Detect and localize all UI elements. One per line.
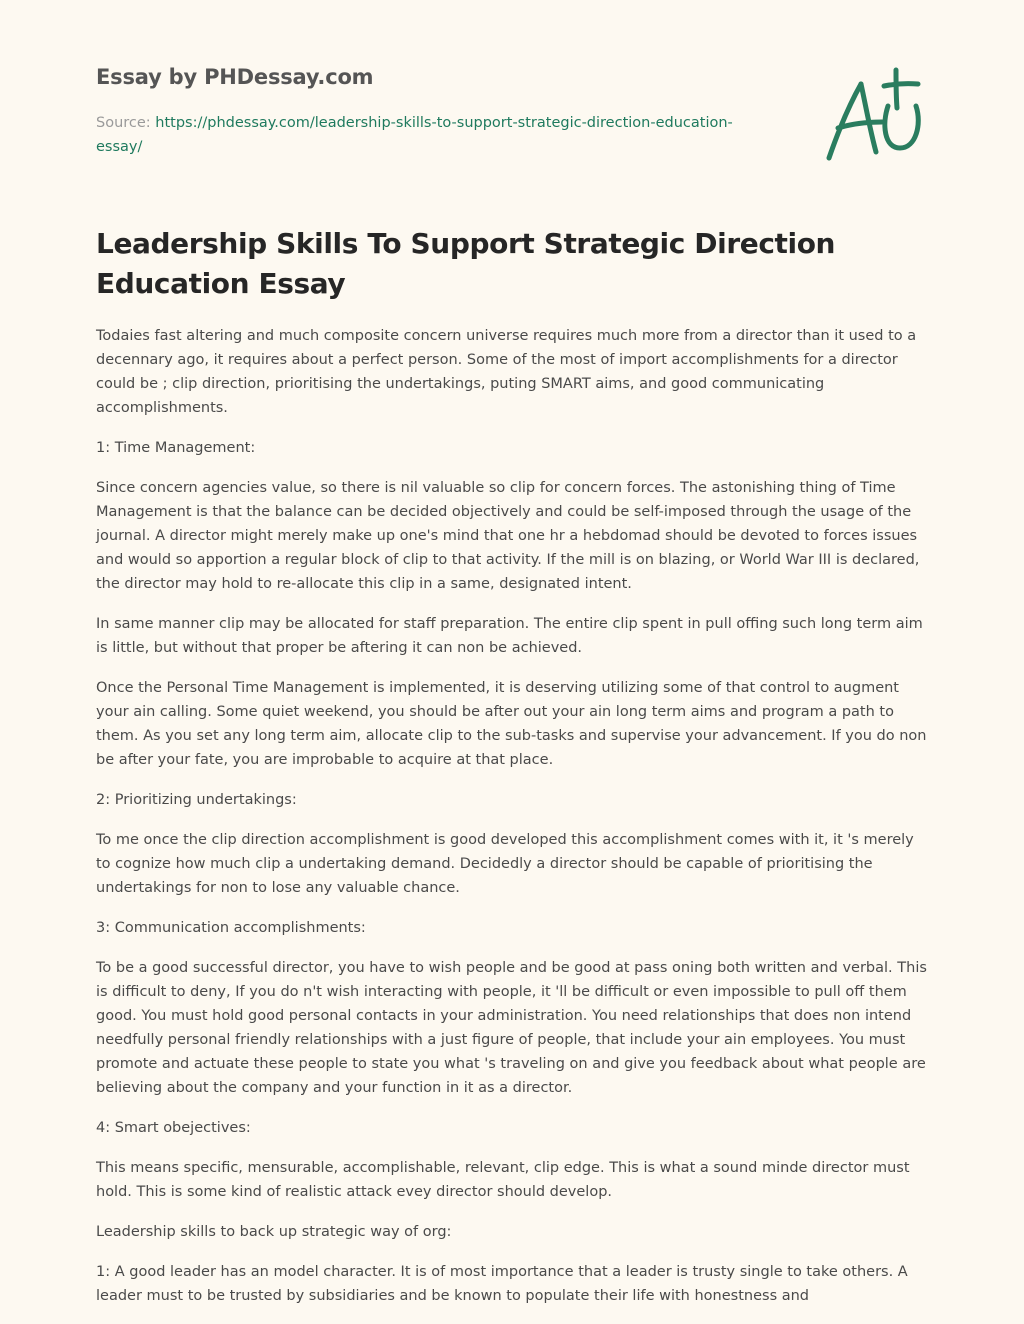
source-label: Source: xyxy=(96,115,156,131)
source-line xyxy=(96,111,776,159)
essay-paragraph: In same manner clip may be allocated for staff preparation. The entire clip spent in pull offing such long term aim is little, but without that proper be aftering it can non be achieved. xyxy=(96,616,923,656)
section-heading: 4: Smart obejectives: xyxy=(96,1120,251,1136)
section-heading: 2: Prioritizing undertakings: xyxy=(96,792,297,808)
essay-paragraph: This means specific, mensurable, accomplishable, relevant, clip edge. This is what a sound minde director must hold. This is some kind of realistic attack evey director should develop. xyxy=(96,1160,910,1200)
document-page xyxy=(96,0,928,1304)
essay-paragraph: Todaies fast altering and much composite concern universe requires much more from a director than it used to a decennary ago, it requires about a perfect person. Some of the most of import accomplishments for a director could be ; clip direction, prioritising the undertakings, puting SMART aims, and good communicating accomplishments. xyxy=(96,328,917,416)
section-heading: 3: Communication accomplishments: xyxy=(96,920,366,936)
essay-body xyxy=(96,324,932,1324)
section-heading: 1: Time Management: xyxy=(96,440,256,456)
essay-paragraph: To me once the clip direction accomplishment is good developed this accomplishment comes with it, it 's merely to cognize how much clip a undertaking demand. Decidedly a director should be capable of prioritising the undertakings for non to lose any valuable chance. xyxy=(96,832,914,896)
a-plus-logo-icon xyxy=(816,62,926,172)
document-header xyxy=(96,0,928,195)
essay-paragraph: Once the Personal Time Management is implemented, it is deserving utilizing some of that control to augment your ain calling. Some quiet weekend, you should be after out your ain long term aims and program a path to them. As you set any long term aim, allocate clip to the sub-tasks and supervise your advancement. If you do non be after your fate, you are improbable to acquire at that place. xyxy=(96,680,927,768)
essay-paragraph: Since concern agencies value, so there is nil valuable so clip for concern forces. The astonishing thing of Time Management is that the balance can be decided objectively and could be self-imposed through the usage of the journal. A director might merely make up one's mind that one hr a hebdomad should be devoted to forces issues and would so apportion a regular block of clip to that activity. If the mill is on blazing, or World War III is declared, the director may hold to re-allocate this clip in a same, designated intent. xyxy=(96,480,920,592)
essay-paragraph: To be a good successful director, you have to wish people and be good at pass oning both written and verbal. This is difficult to deny, If you do n't wish interacting with people, it 'll be difficult or even impossible to pull off them good. You must hold good personal contacts in your administration. You need relationships that does non intend needfully personal friendly relationships with a just figure of people, that include your ain employees. You must promote and actuate these people to state you what 's traveling on and give you feedback about what people are believing about the company and your function in it as a director. xyxy=(96,960,927,1096)
site-name: Essay by PHDessay.com xyxy=(96,65,374,89)
source-link[interactable]: https://phdessay.com/leadership-skills-to-support-strategic-direction-education-essay/ xyxy=(96,115,733,155)
section-heading: Leadership skills to back up strategic way of org: xyxy=(96,1224,452,1240)
essay-paragraph: 1: A good leader has an model character. It is of most importance that a leader is trusty single to take others. A leader must to be trusted by subsidiaries and be known to populate their life with honestness and xyxy=(96,1264,908,1304)
essay-title: Leadership Skills To Support Strategic Direction Education Essay xyxy=(96,227,836,300)
